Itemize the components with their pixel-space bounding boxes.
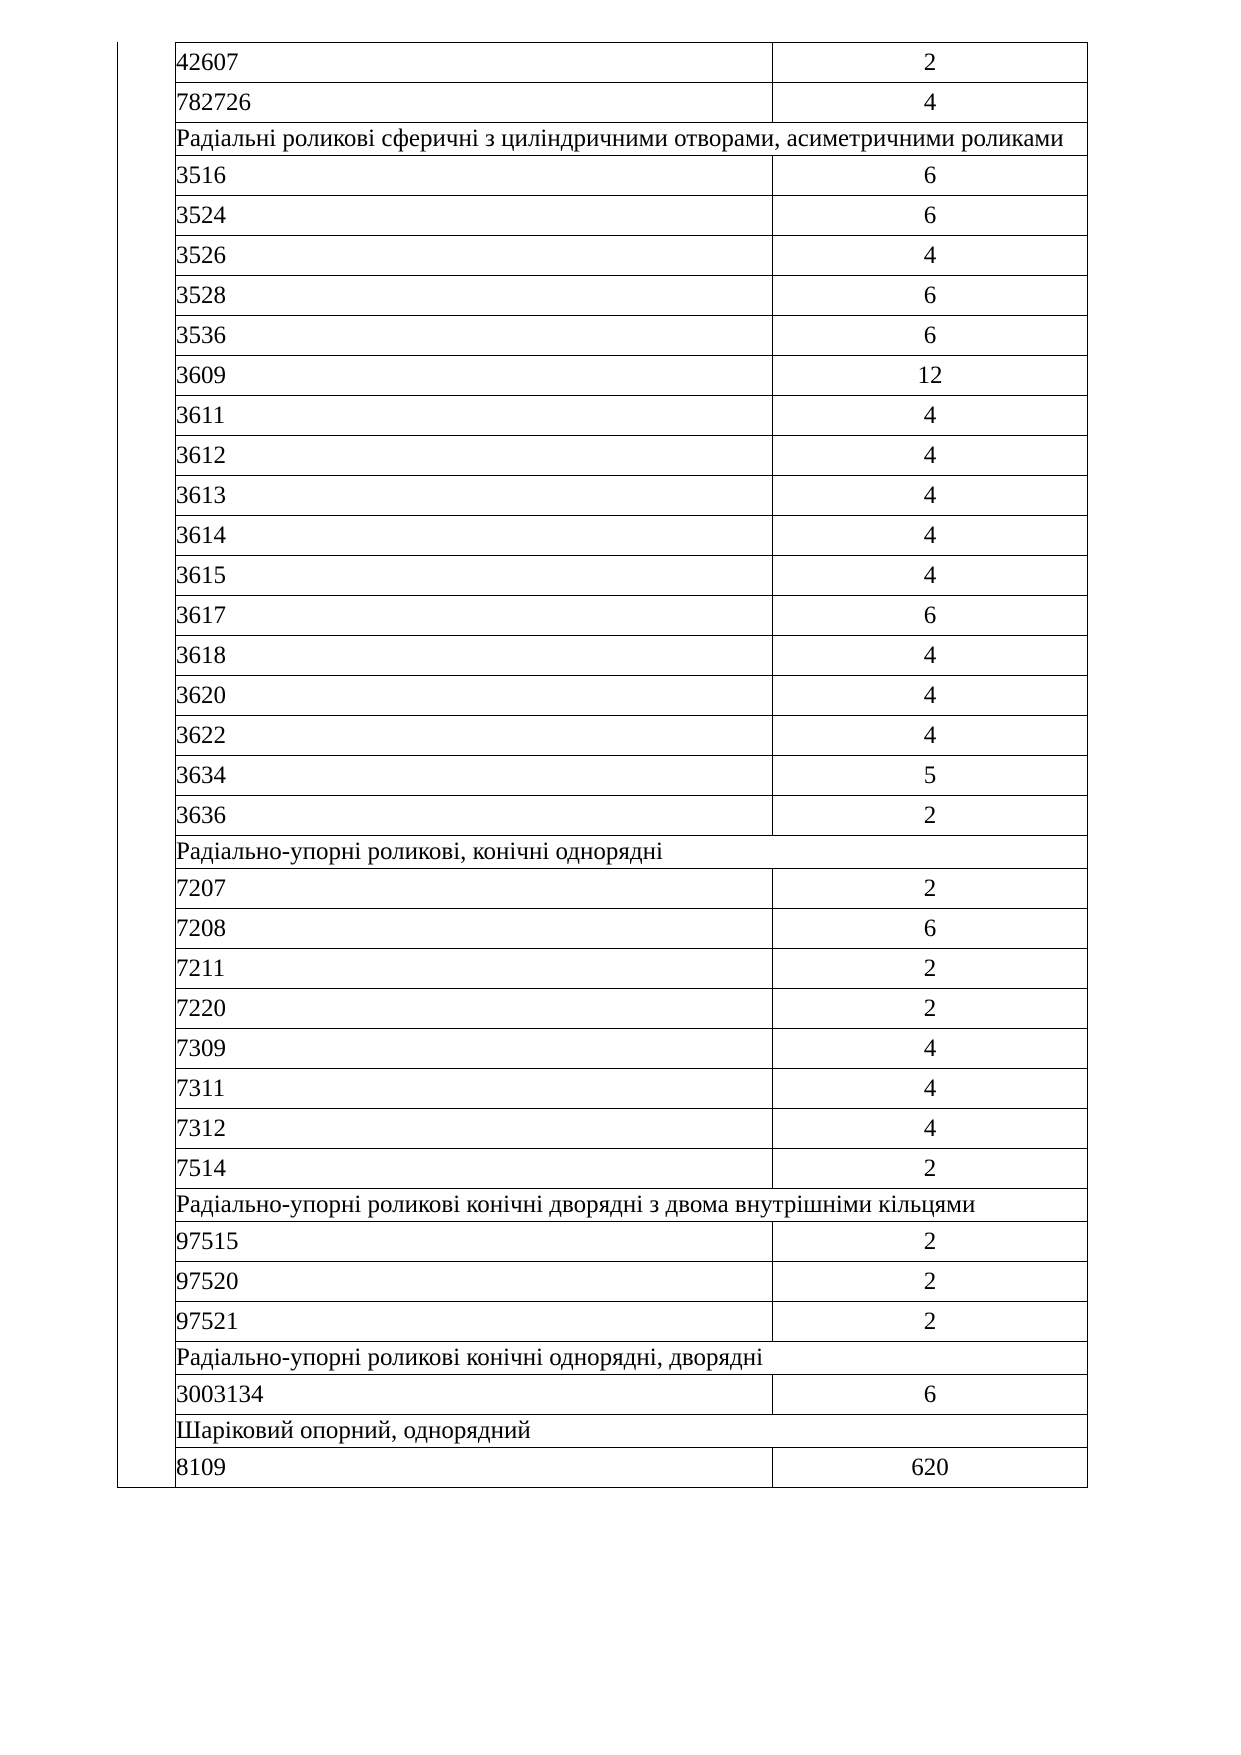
left-column-bottom-rule (117, 1487, 175, 1488)
category-row (176, 123, 1088, 156)
table-row (176, 156, 1088, 196)
table-row (176, 1109, 1088, 1149)
bearing-code-cell: 7311 (176, 1069, 773, 1109)
table-row (176, 1222, 1088, 1262)
table-row (176, 83, 1088, 123)
bearing-code-cell: 3634 (176, 756, 773, 796)
quantity-cell: 6 (773, 1375, 1088, 1415)
quantity-cell: 4 (773, 716, 1088, 756)
quantity-cell: 2 (773, 949, 1088, 989)
table-row (176, 1448, 1088, 1488)
bearing-code-cell: 97521 (176, 1302, 773, 1342)
quantity-cell: 4 (773, 1069, 1088, 1109)
bearing-code-cell: 7208 (176, 909, 773, 949)
quantity-cell: 4 (773, 476, 1088, 516)
category-row (176, 1189, 1088, 1222)
table-row (176, 949, 1088, 989)
quantity-cell: 4 (773, 236, 1088, 276)
table-row (176, 276, 1088, 316)
quantity-cell: 6 (773, 596, 1088, 636)
table-body (176, 43, 1088, 1488)
quantity-cell: 2 (773, 1302, 1088, 1342)
quantity-cell: 4 (773, 556, 1088, 596)
category-label: Радіально-упорні роликові конічні однорядні, дворядні (176, 1342, 1088, 1375)
bearing-code-cell: 8109 (176, 1448, 773, 1488)
table-row (176, 556, 1088, 596)
table-row (176, 1375, 1088, 1415)
table-row (176, 1149, 1088, 1189)
quantity-cell: 4 (773, 83, 1088, 123)
category-row (176, 836, 1088, 869)
bearing-code-cell: 3622 (176, 716, 773, 756)
category-row (176, 1342, 1088, 1375)
quantity-cell: 620 (773, 1448, 1088, 1488)
table-row (176, 356, 1088, 396)
table-row (176, 1029, 1088, 1069)
category-label: Радіально-упорні роликові конічні дворядні з двома внутрішніми кільцями (176, 1189, 1088, 1222)
bearing-code-cell: 782726 (176, 83, 773, 123)
quantity-cell: 12 (773, 356, 1088, 396)
quantity-cell: 2 (773, 1149, 1088, 1189)
table-row (176, 596, 1088, 636)
bearing-code-cell: 7514 (176, 1149, 773, 1189)
quantity-cell: 2 (773, 796, 1088, 836)
table-row (176, 909, 1088, 949)
left-column-rule (117, 42, 118, 1488)
bearing-code-cell: 3609 (176, 356, 773, 396)
quantity-cell: 5 (773, 756, 1088, 796)
bearing-code-cell: 7211 (176, 949, 773, 989)
bearing-code-cell: 97515 (176, 1222, 773, 1262)
table-row (176, 636, 1088, 676)
bearing-code-cell: 3613 (176, 476, 773, 516)
category-label: Радіальні роликові сферичні з циліндричними отворами, асиметричними роликами (176, 123, 1088, 156)
bearing-code-cell: 3528 (176, 276, 773, 316)
quantity-cell: 4 (773, 516, 1088, 556)
table-row (176, 796, 1088, 836)
table-row (176, 396, 1088, 436)
table-row (176, 1262, 1088, 1302)
bearing-code-cell: 7207 (176, 869, 773, 909)
table-row (176, 43, 1088, 83)
table-row (176, 869, 1088, 909)
quantity-cell: 6 (773, 909, 1088, 949)
bearing-code-cell: 3620 (176, 676, 773, 716)
table-row (176, 676, 1088, 716)
table-row (176, 1069, 1088, 1109)
bearing-code-cell: 3516 (176, 156, 773, 196)
quantity-cell: 2 (773, 989, 1088, 1029)
table-row (176, 1302, 1088, 1342)
quantity-cell: 2 (773, 869, 1088, 909)
bearing-code-cell: 3003134 (176, 1375, 773, 1415)
table-row (176, 476, 1088, 516)
bearing-code-cell: 7312 (176, 1109, 773, 1149)
bearing-quantity-table (175, 42, 1088, 1488)
table-row (176, 989, 1088, 1029)
bearing-code-cell: 7309 (176, 1029, 773, 1069)
quantity-cell: 6 (773, 196, 1088, 236)
quantity-cell: 4 (773, 1109, 1088, 1149)
bearing-code-cell: 42607 (176, 43, 773, 83)
category-row (176, 1415, 1088, 1448)
quantity-cell: 4 (773, 436, 1088, 476)
bearing-code-cell: 3536 (176, 316, 773, 356)
quantity-cell: 2 (773, 1222, 1088, 1262)
quantity-cell: 4 (773, 676, 1088, 716)
bearing-code-cell: 3617 (176, 596, 773, 636)
quantity-cell: 2 (773, 1262, 1088, 1302)
table-row (176, 516, 1088, 556)
table-row (176, 236, 1088, 276)
quantity-cell: 6 (773, 156, 1088, 196)
bearing-code-cell: 3524 (176, 196, 773, 236)
category-label: Радіально-упорні роликові, конічні однорядні (176, 836, 1088, 869)
quantity-cell: 6 (773, 316, 1088, 356)
table-row (176, 316, 1088, 356)
bearing-code-cell: 3615 (176, 556, 773, 596)
table-row (176, 436, 1088, 476)
quantity-cell: 4 (773, 1029, 1088, 1069)
quantity-cell: 2 (773, 43, 1088, 83)
bearing-code-cell: 3611 (176, 396, 773, 436)
table-row (176, 716, 1088, 756)
quantity-cell: 4 (773, 396, 1088, 436)
bearing-code-cell: 3636 (176, 796, 773, 836)
bearing-code-cell: 3618 (176, 636, 773, 676)
category-label: Шаріковий опорний, однорядний (176, 1415, 1088, 1448)
quantity-cell: 4 (773, 636, 1088, 676)
bearing-code-cell: 7220 (176, 989, 773, 1029)
quantity-cell: 6 (773, 276, 1088, 316)
bearing-code-cell: 97520 (176, 1262, 773, 1302)
table-row (176, 756, 1088, 796)
bearing-code-cell: 3526 (176, 236, 773, 276)
bearing-code-cell: 3614 (176, 516, 773, 556)
table-row (176, 196, 1088, 236)
bearing-code-cell: 3612 (176, 436, 773, 476)
